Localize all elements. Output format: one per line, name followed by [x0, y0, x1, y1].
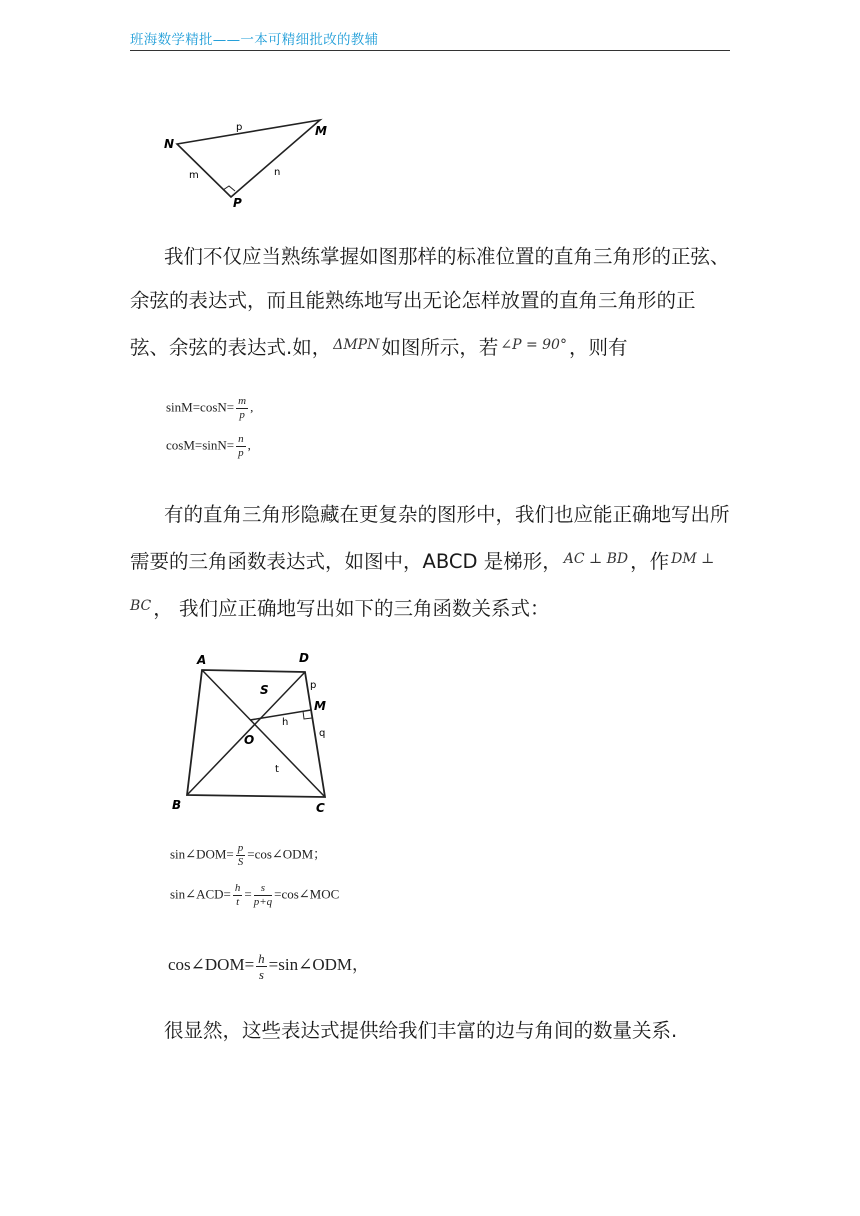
- formula-sin-dom: sin∠DOM= $\frac{p}{S}$ =cos∠ODM；: [170, 842, 327, 868]
- header-title: 班海数学精批——一本可精细批改的教辅: [130, 32, 379, 48]
- math-angle-p: ∠P = 90°: [500, 337, 567, 353]
- trapezoid-figure: [165, 650, 350, 820]
- vertex-N: N: [164, 137, 175, 151]
- vertex-C: C: [316, 801, 325, 815]
- label-h: h: [282, 717, 289, 728]
- math-ac-perp-bd: AC ⊥ BD: [563, 551, 629, 567]
- triangle-figure: [155, 112, 345, 217]
- formula-cosM: cosM=sinN= $\frac{n}{p}$ ,: [166, 433, 251, 459]
- paragraph-3: 很显然，这些表达式提供给我们丰富的边与角间的数量关系.: [164, 1019, 678, 1042]
- label-q: q: [319, 728, 326, 739]
- label-t: t: [275, 764, 279, 775]
- side-n: n: [274, 167, 281, 178]
- point-O: O: [244, 733, 255, 747]
- paragraph-2: 有的直角三角形隐藏在更复杂的图形中，我们也应能正确地写出所需要的三角函数表达式，如图中，ABCD 是梯形， $^{AC \perp BD}$ ，作 $^{DM \perp BC}$ ， 我们应正确地写出如下的三角函数关系式：: [130, 503, 730, 620]
- side-m: m: [189, 170, 199, 181]
- vertex-M: M: [315, 124, 327, 138]
- paragraph-1: 我们不仅应当熟练掌握如图那样的标准位置的直角三角形的正弦、余弦的表达式，而且能熟练地写出无论怎样放置的直角三角形的正弦、余弦的表达式.如， $^{\Delta MPN}$ 如图所示，若 $^{\angle P = 90^\circ}$ ，则有: [130, 245, 730, 359]
- vertex-B: B: [172, 798, 182, 812]
- label-S: S: [260, 683, 269, 697]
- formula-cos-dom: cos∠DOM= $\frac{h}{s}$ =sin∠ODM，: [168, 950, 370, 982]
- formula-sin-acd: sin∠ACD= $\frac{h}{t}$ = $\frac{s}{p+q}$ =cos∠MOC: [170, 882, 340, 908]
- vertex-P: P: [233, 196, 242, 210]
- math-triangle-mpn: ΔMPN: [333, 337, 380, 353]
- formula-sinM: sinM=cosN= $\frac{m}{p}$ ,: [166, 395, 254, 421]
- side-p: p: [236, 122, 243, 133]
- vertex-D: D: [299, 651, 309, 665]
- label-p: p: [310, 680, 317, 691]
- math-dm-perp-bc: DM ⊥ BC: [130, 551, 715, 614]
- point-M: M: [314, 699, 326, 713]
- page-header: [130, 28, 730, 51]
- vertex-A: A: [197, 653, 207, 667]
